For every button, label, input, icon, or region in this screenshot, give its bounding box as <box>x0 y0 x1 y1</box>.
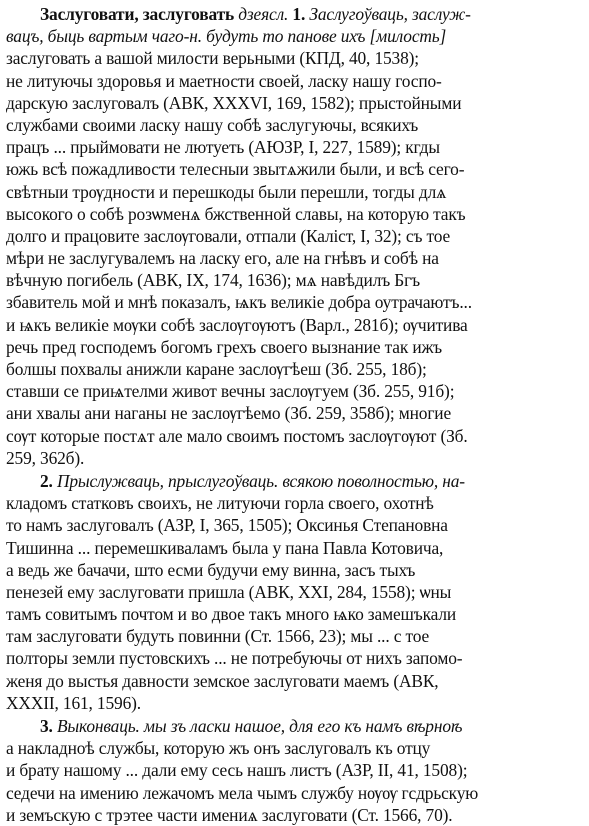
sense-number: 3. <box>40 716 53 736</box>
entry-line: и брату нашому ... дали ему сесь нашъ листъ (АЗР, II, 41, 1508); <box>6 760 468 781</box>
entry-line: не литуючы здоровья и маетности своей, ласку нашу госпо- <box>6 70 442 91</box>
entry-line: пенезей ему заслуговати пришла (АВК, XXI, 284, 1558); ѡны <box>6 581 452 602</box>
entry-line: болшы похвалы анижли каране заслѹгѣеш (Зб. 255, 18б); <box>6 359 427 379</box>
entry-line: мѣри не заслугувалемъ на ласку его, але на гнѣвъ и собѣ на <box>6 248 439 269</box>
entry-line: то намъ заслуговалъ (АЗР, I, 365, 1505); Оксинья Степановна <box>6 515 448 536</box>
entry-line: Тишинна ... перемешкиваламъ была у пана Павла Котовича, <box>6 537 444 558</box>
entry-line <box>6 715 584 737</box>
entry-line: речь пред господемъ богомъ грехъ своего вызнание так ижъ <box>6 336 442 357</box>
entry-line: XXXII, 161, 1596). <box>6 692 141 713</box>
sense-number: 2. <box>40 470 53 491</box>
headword: Заслуговати, заслуговать <box>40 4 235 24</box>
entry-line: там заслуговати будуть повинни (Ст. 1566, 23); мы ... с тое <box>6 626 430 647</box>
entry-line: женя до выстья давности земское заслуговати маемъ (АВК, <box>6 670 439 691</box>
entry-line: а ведь же бачачи, што есми будучи ему винна, засъ тыхъ <box>6 559 416 580</box>
part-of-speech: дзеясл. <box>238 4 289 24</box>
entry-line <box>6 3 584 25</box>
entry-line: сѹт которые постѧт але мало своимъ постомъ заслѹгѹют (Зб. <box>6 425 468 446</box>
entry-line: 259, 362б). <box>6 447 85 468</box>
entry-line <box>6 470 584 492</box>
entry-line: ани хвалы ани наганы не заслѹгѣемо (Зб. 259, 358б); многие <box>6 403 452 424</box>
entry-line: працъ ... прыймовати не лютуеть (АЮЗР, I, 227, 1589); кгды <box>6 137 440 158</box>
entry-line: и земъскую с трэтее части имениѧ заслуговати (Ст. 1566, 70). <box>6 804 453 825</box>
entry-line: ставши се приѩтелми живот вечны заслѹгуем (Зб. 255, 91б); <box>6 381 455 402</box>
entry-line: южь всѣ пожадливости телесныи звытѧжили были, и всѣ сего- <box>6 159 465 180</box>
entry-line: службами своими ласку нашу собѣ заслугуючы, всякихъ <box>6 114 419 135</box>
dictionary-page <box>6 3 584 826</box>
entry-line: долго и працовите заслѹговали, отпали (Калiст, I, 32); съ тое <box>6 225 451 246</box>
entry-line: заслуговать а вашой милости верьными (КПД, 40, 1538); <box>6 48 419 69</box>
entry-line: полторы земли пустовскихъ ... не потребуючы от ниxъ запомо- <box>6 648 463 669</box>
entry-line: вѣчную погибель (АВК, IX, 174, 1636); мѧ навѣдилъ Бгъ <box>6 270 420 291</box>
sense-gloss: Прыслужваць, прыслугоўваць. всякою поволностью, на- <box>56 470 465 491</box>
entry-line: вацъ, быць вартым чаго-н. будуть то панове ихъ [милость] <box>6 26 447 47</box>
entry-line: а накладноѣ службы, которую жъ онъ заслуговалъ къ отцу <box>6 738 431 759</box>
entry-line: седечи на имению лежачомъ мела чымъ службу нѹѹ гсдрьскую <box>6 782 479 803</box>
sense-number: 1. <box>292 4 306 24</box>
entry-line: збавитель мой и мнѣ показалъ, ѩкъ великiе добра оутрачаютъ... <box>6 292 472 313</box>
entry-line: кладомъ статковъ своихъ, не литуючи горла своего, охотнѣ <box>6 493 434 514</box>
entry-line: дарскую заслуговалъ (АВК, XXXVI, 169, 1582); прыстойными <box>6 92 462 113</box>
entry-line: тамъ совитымъ почтом и во двое такъ много ѩко замешъкали <box>6 604 457 625</box>
sense-gloss: Выконваць. мы зъ ласки нашое, для его къ намъ вѣрноѣ <box>56 716 463 736</box>
entry-line: свѣтныи трѹдности и перешкоды были перешли, тогды длѧ <box>6 181 447 202</box>
entry-line: и ѩкъ великiе мѹки собѣ заслѹгѹютъ (Варл., 281б); ѹчитива <box>6 314 468 335</box>
sense-gloss: Заслугоўваць, заслуж- <box>309 4 471 24</box>
entry-line: высокого о собѣ розѡменѧ бжственной славы, на которую такъ <box>6 203 466 224</box>
